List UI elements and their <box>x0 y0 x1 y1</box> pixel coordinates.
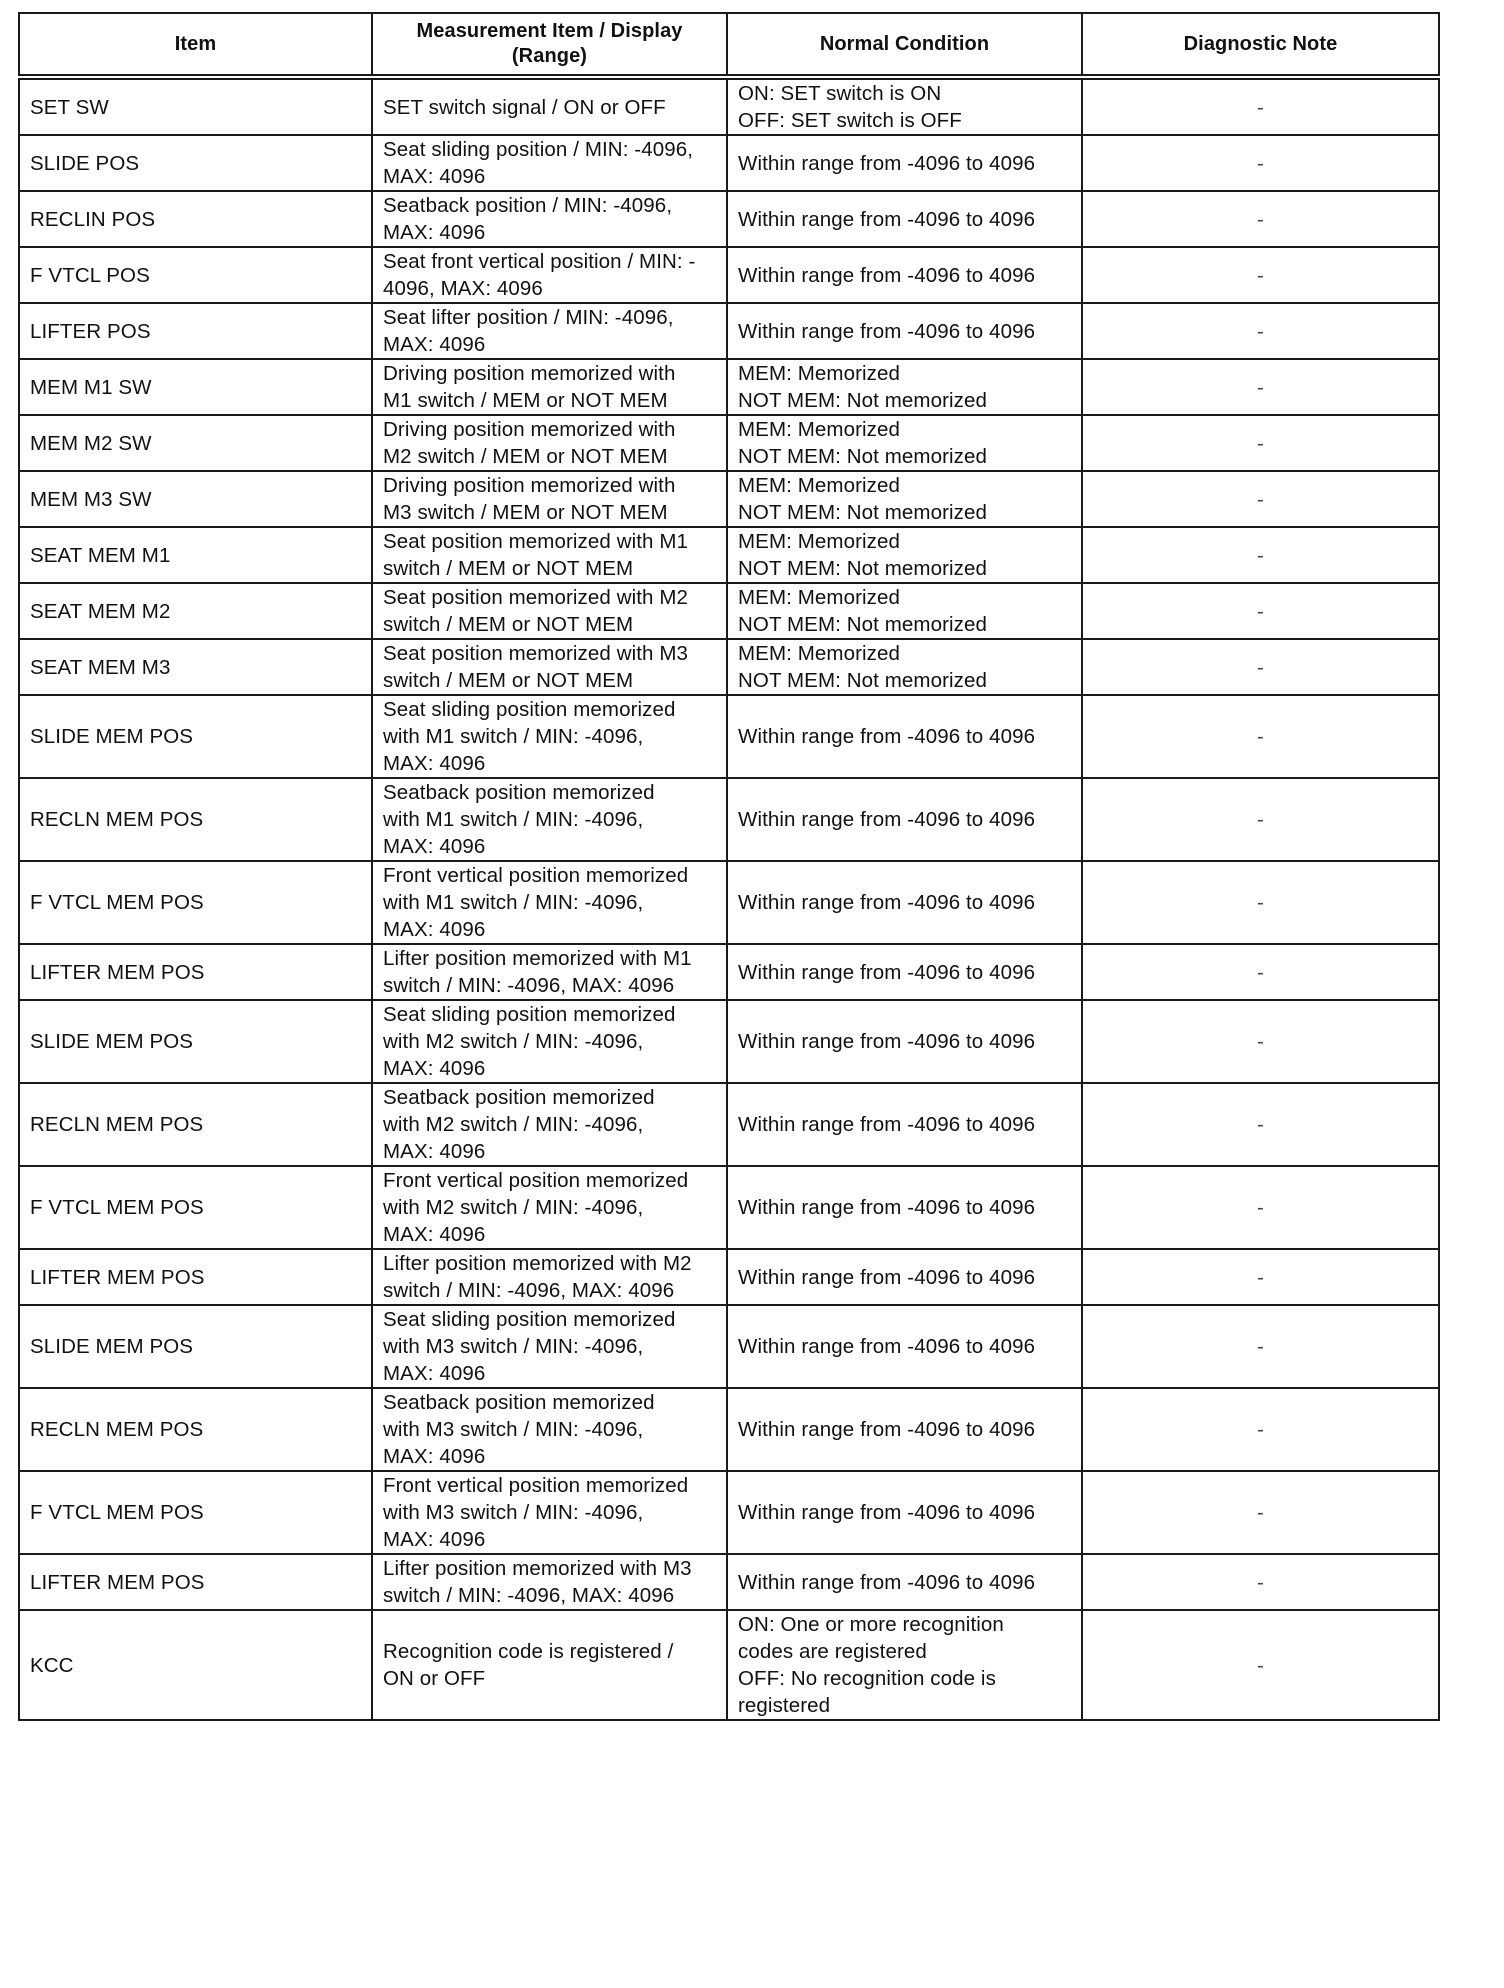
measurement-cell: Seat sliding position memorized with M3 switch / MIN: -4096, MAX: 4096 <box>372 1305 727 1388</box>
normal-condition-cell: ON: One or more recognition codes are registered OFF: No recognition code is registered <box>727 1610 1082 1720</box>
item-cell: SLIDE MEM POS <box>19 1305 372 1388</box>
table-row <box>19 944 1439 1000</box>
measurement-cell: SET switch signal / ON or OFF <box>372 77 727 135</box>
table-row <box>19 1249 1439 1305</box>
item-cell: SEAT MEM M3 <box>19 639 372 695</box>
diagnostic-note-cell: - <box>1082 303 1439 359</box>
normal-condition-cell: Within range from -4096 to 4096 <box>727 1388 1082 1471</box>
measurement-cell: Seat lifter position / MIN: -4096, MAX: 4096 <box>372 303 727 359</box>
table-row <box>19 1388 1439 1471</box>
table-row <box>19 1000 1439 1083</box>
item-cell: SLIDE POS <box>19 135 372 191</box>
table-row <box>19 191 1439 247</box>
normal-condition-cell: MEM: Memorized NOT MEM: Not memorized <box>727 415 1082 471</box>
table-row <box>19 583 1439 639</box>
measurement-cell: Seat sliding position memorized with M1 switch / MIN: -4096, MAX: 4096 <box>372 695 727 778</box>
table-row <box>19 1471 1439 1554</box>
item-cell: MEM M3 SW <box>19 471 372 527</box>
normal-condition-cell: MEM: Memorized NOT MEM: Not memorized <box>727 527 1082 583</box>
measurement-cell: Lifter position memorized with M3 switch / MIN: -4096, MAX: 4096 <box>372 1554 727 1610</box>
table-row <box>19 1610 1439 1720</box>
table-row <box>19 247 1439 303</box>
diagnostic-note-cell: - <box>1082 695 1439 778</box>
diagnostic-note-cell: - <box>1082 944 1439 1000</box>
item-cell: KCC <box>19 1610 372 1720</box>
table-row <box>19 1166 1439 1249</box>
item-cell: LIFTER MEM POS <box>19 944 372 1000</box>
measurement-cell: Lifter position memorized with M1 switch / MIN: -4096, MAX: 4096 <box>372 944 727 1000</box>
item-cell: LIFTER MEM POS <box>19 1554 372 1610</box>
measurement-cell: Recognition code is registered / ON or OFF <box>372 1610 727 1720</box>
normal-condition-cell: Within range from -4096 to 4096 <box>727 1305 1082 1388</box>
diagnostic-note-cell: - <box>1082 778 1439 861</box>
diagnostic-note-cell: - <box>1082 471 1439 527</box>
measurement-cell: Driving position memorized with M2 switch / MEM or NOT MEM <box>372 415 727 471</box>
item-cell: MEM M1 SW <box>19 359 372 415</box>
table-row <box>19 527 1439 583</box>
table-body <box>19 77 1439 1720</box>
item-cell: SET SW <box>19 77 372 135</box>
normal-condition-cell: Within range from -4096 to 4096 <box>727 778 1082 861</box>
measurement-cell: Front vertical position memorized with M2 switch / MIN: -4096, MAX: 4096 <box>372 1166 727 1249</box>
diagnostic-note-cell: - <box>1082 1388 1439 1471</box>
measurement-cell: Seatback position memorized with M2 switch / MIN: -4096, MAX: 4096 <box>372 1083 727 1166</box>
item-cell: RECLN MEM POS <box>19 1388 372 1471</box>
diagnostic-note-cell: - <box>1082 1305 1439 1388</box>
diagnostic-note-cell: - <box>1082 1554 1439 1610</box>
item-cell: F VTCL MEM POS <box>19 1471 372 1554</box>
item-cell: RECLIN POS <box>19 191 372 247</box>
table-row <box>19 1305 1439 1388</box>
table-row <box>19 471 1439 527</box>
diagnostic-note-cell: - <box>1082 1166 1439 1249</box>
normal-condition-cell: Within range from -4096 to 4096 <box>727 1083 1082 1166</box>
table-row <box>19 861 1439 944</box>
normal-condition-cell: Within range from -4096 to 4096 <box>727 191 1082 247</box>
measurement-cell: Seat front vertical position / MIN: - 4096, MAX: 4096 <box>372 247 727 303</box>
diagnostic-note-cell: - <box>1082 527 1439 583</box>
normal-condition-cell: ON: SET switch is ON OFF: SET switch is OFF <box>727 77 1082 135</box>
diagnostic-note-cell: - <box>1082 1249 1439 1305</box>
diagnostic-note-cell: - <box>1082 247 1439 303</box>
diagnostic-note-cell: - <box>1082 861 1439 944</box>
diagnostic-note-cell: - <box>1082 1083 1439 1166</box>
normal-condition-cell: MEM: Memorized NOT MEM: Not memorized <box>727 471 1082 527</box>
table-row <box>19 1083 1439 1166</box>
diagnostic-note-cell: - <box>1082 583 1439 639</box>
item-cell: F VTCL MEM POS <box>19 861 372 944</box>
table-row <box>19 1554 1439 1610</box>
table-row <box>19 695 1439 778</box>
normal-condition-cell: Within range from -4096 to 4096 <box>727 1554 1082 1610</box>
table-row <box>19 639 1439 695</box>
table-row <box>19 415 1439 471</box>
item-cell: SLIDE MEM POS <box>19 1000 372 1083</box>
normal-condition-cell: Within range from -4096 to 4096 <box>727 1000 1082 1083</box>
measurement-cell: Seat sliding position / MIN: -4096, MAX: 4096 <box>372 135 727 191</box>
item-cell: SEAT MEM M2 <box>19 583 372 639</box>
header-diagnostic-note: Diagnostic Note <box>1082 13 1439 77</box>
item-cell: MEM M2 SW <box>19 415 372 471</box>
normal-condition-cell: Within range from -4096 to 4096 <box>727 247 1082 303</box>
measurement-cell: Seatback position / MIN: -4096, MAX: 4096 <box>372 191 727 247</box>
table-row <box>19 359 1439 415</box>
normal-condition-cell: Within range from -4096 to 4096 <box>727 861 1082 944</box>
diagnostic-note-cell: - <box>1082 639 1439 695</box>
table-row <box>19 135 1439 191</box>
normal-condition-cell: Within range from -4096 to 4096 <box>727 1249 1082 1305</box>
table-row <box>19 303 1439 359</box>
measurement-cell: Seat position memorized with M1 switch / MEM or NOT MEM <box>372 527 727 583</box>
diagnostic-note-cell: - <box>1082 415 1439 471</box>
normal-condition-cell: Within range from -4096 to 4096 <box>727 695 1082 778</box>
measurement-cell: Seat position memorized with M2 switch / MEM or NOT MEM <box>372 583 727 639</box>
data-list-table <box>18 12 1440 1721</box>
header-normal-condition: Normal Condition <box>727 13 1082 77</box>
item-cell: F VTCL MEM POS <box>19 1166 372 1249</box>
measurement-cell: Seat sliding position memorized with M2 switch / MIN: -4096, MAX: 4096 <box>372 1000 727 1083</box>
normal-condition-cell: Within range from -4096 to 4096 <box>727 1166 1082 1249</box>
normal-condition-cell: Within range from -4096 to 4096 <box>727 135 1082 191</box>
diagnostic-note-cell: - <box>1082 1610 1439 1720</box>
header-item: Item <box>19 13 372 77</box>
diagnostic-note-cell: - <box>1082 77 1439 135</box>
measurement-cell: Front vertical position memorized with M3 switch / MIN: -4096, MAX: 4096 <box>372 1471 727 1554</box>
measurement-cell: Front vertical position memorized with M1 switch / MIN: -4096, MAX: 4096 <box>372 861 727 944</box>
item-cell: SEAT MEM M1 <box>19 527 372 583</box>
diagnostic-note-cell: - <box>1082 135 1439 191</box>
normal-condition-cell: MEM: Memorized NOT MEM: Not memorized <box>727 639 1082 695</box>
normal-condition-cell: Within range from -4096 to 4096 <box>727 1471 1082 1554</box>
table-row <box>19 77 1439 135</box>
diagnostic-note-cell: - <box>1082 191 1439 247</box>
diagnostic-note-cell: - <box>1082 359 1439 415</box>
measurement-cell: Seatback position memorized with M1 switch / MIN: -4096, MAX: 4096 <box>372 778 727 861</box>
normal-condition-cell: MEM: Memorized NOT MEM: Not memorized <box>727 359 1082 415</box>
measurement-cell: Lifter position memorized with M2 switch / MIN: -4096, MAX: 4096 <box>372 1249 727 1305</box>
measurement-cell: Driving position memorized with M1 switch / MEM or NOT MEM <box>372 359 727 415</box>
normal-condition-cell: Within range from -4096 to 4096 <box>727 944 1082 1000</box>
item-cell: RECLN MEM POS <box>19 778 372 861</box>
measurement-cell: Driving position memorized with M3 switch / MEM or NOT MEM <box>372 471 727 527</box>
item-cell: LIFTER MEM POS <box>19 1249 372 1305</box>
normal-condition-cell: MEM: Memorized NOT MEM: Not memorized <box>727 583 1082 639</box>
diagnostic-note-cell: - <box>1082 1471 1439 1554</box>
table-row <box>19 778 1439 861</box>
item-cell: SLIDE MEM POS <box>19 695 372 778</box>
item-cell: LIFTER POS <box>19 303 372 359</box>
normal-condition-cell: Within range from -4096 to 4096 <box>727 303 1082 359</box>
measurement-cell: Seat position memorized with M3 switch / MEM or NOT MEM <box>372 639 727 695</box>
table-header-row <box>19 13 1439 77</box>
item-cell: F VTCL POS <box>19 247 372 303</box>
diagnostic-note-cell: - <box>1082 1000 1439 1083</box>
header-measurement: Measurement Item / Display (Range) <box>372 13 727 77</box>
measurement-cell: Seatback position memorized with M3 switch / MIN: -4096, MAX: 4096 <box>372 1388 727 1471</box>
item-cell: RECLN MEM POS <box>19 1083 372 1166</box>
